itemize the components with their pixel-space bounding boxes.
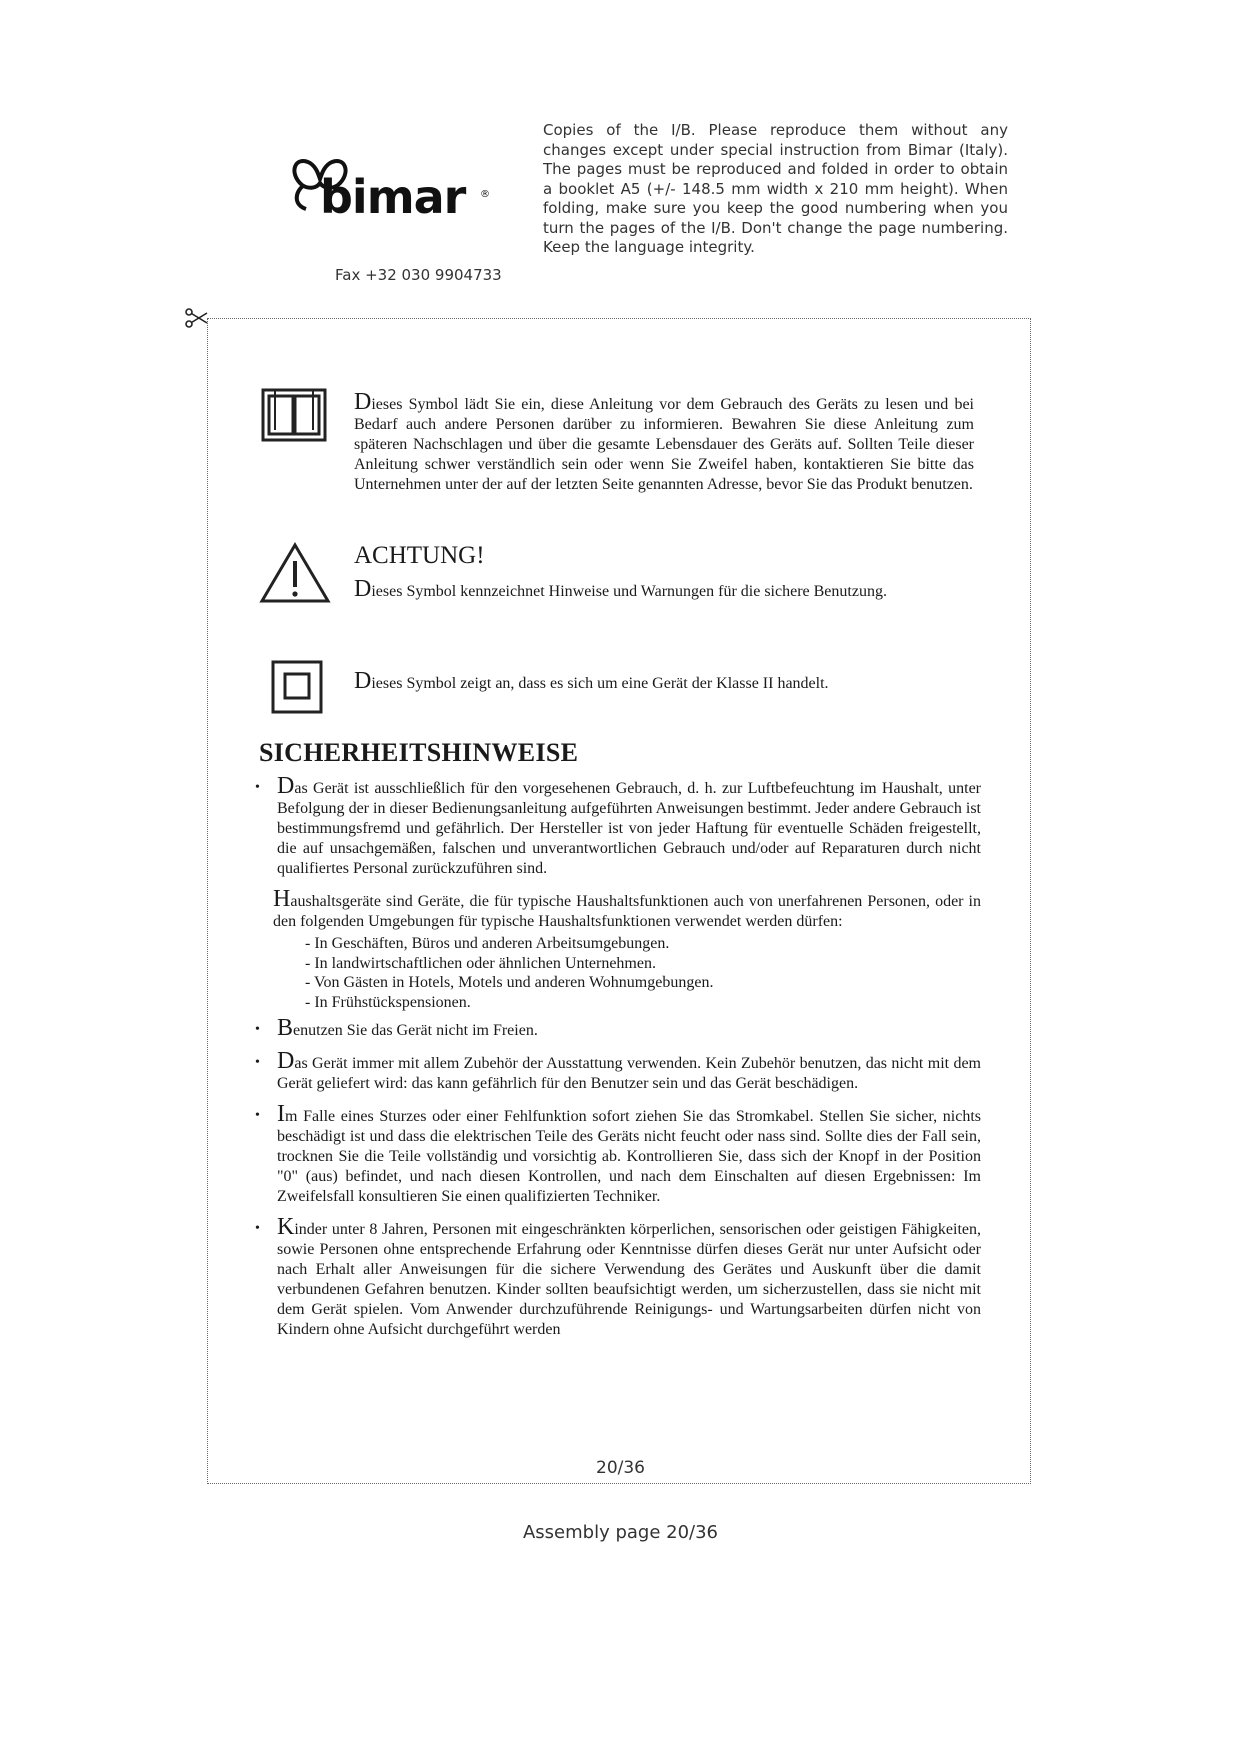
class2-symbol-text: Dieses Symbol zeigt an, dass es sich um eine Gerät der Klasse II handelt. — [354, 668, 829, 694]
manual-symbol-text: Dieses Symbol lädt Sie ein, diese Anleitung vor dem Gebrauch des Geräts zu lesen und bei Bedarf auch andere Personen darüber zu informieren. Bewahren Sie diese Anleitung zum späteren Nachschlagen und über die gesamte Lebensdauer des Geräts auf. Sollten Teile dieser Anleitung schwer verständlich sein oder wenn Sie Zweifel haben, kontaktieren Sie bitte das Unternehmen unter der auf der letzten Seite genannten Adresse, bevor Sie das Produkt benutzen. — [354, 389, 974, 493]
assembly-page-label: Assembly page 20/36 — [522, 1522, 719, 1543]
list-item: • Benutzen Sie das Gerät nicht im Freien. — [255, 1015, 538, 1041]
open-book-icon — [261, 386, 327, 442]
warning-symbol-text: Dieses Symbol kennzeichnet Hinweise und Warnungen für die sichere Benutzung. — [354, 576, 887, 602]
section-title: SICHERHEITSHINWEISE — [259, 738, 579, 767]
environment-list — [305, 934, 981, 1012]
scissors-icon — [184, 306, 208, 330]
warning-triangle-icon — [259, 541, 331, 604]
environment-item: - In landwirtschaftlichen oder ähnlichen Unternehmen. — [305, 954, 656, 972]
environment-item: - In Geschäften, Büros und anderen Arbeitsumgebungen. — [305, 935, 670, 952]
environment-item: - Von Gästen in Hotels, Motels und anderen Wohnumgebungen. — [305, 974, 714, 991]
svg-text:®: ® — [480, 189, 490, 200]
safety-list — [255, 773, 981, 1350]
bimar-logo — [290, 155, 500, 235]
list-item: • Das Gerät immer mit allem Zubehör der Ausstattung verwenden. Kein Zubehör benutzen, das nicht mit dem Gerät geliefert wird: das kann gefährlich für den Benutzer sein und das Gerät beschädigen. — [255, 1048, 981, 1092]
appliance-definition: Haushaltsgeräte sind Geräte, die für typische Haushaltsfunktionen auch von unerfahrenen Personen, oder in den folgenden Umgebungen für typische Haushaltsfunktionen verwendet werden dürfen: — [273, 886, 981, 930]
fax-number: Fax +32 030 9904733 — [335, 266, 502, 284]
list-item: • Im Falle eines Sturzes oder einer Fehlfunktion sofort ziehen Sie das Stromkabel. Stellen Sie sicher, nichts beschädigt ist und dass die elektrischen Teile des Geräts nicht feucht oder nass sind. Sollte dies der Fall sein, trocknen Sie die Teile vollständig und vorsichtig ab. Kontrollieren Sie, dass sich der Knopf in der Position "0" (aus) befindet, und nach diesen Kontrollen, und nach dem Einschalten auf diesen Ergebnissen: Im Zweifelsfall konsultieren Sie einen qualifizierten Techniker. — [255, 1101, 981, 1205]
brand-wordmark: bimar — [320, 170, 466, 224]
list-item: • Kinder unter 8 Jahren, Personen mit eingeschränkten körperlichen, sensorischen oder geistigen Fähigkeiten, sowie Personen ohne entsprechende Erfahrung oder Kenntnisse dürfen dieses Gerät nur unter Aufsicht oder nach Erhalt aller Anweisungen für die sichere Verwendung des Gerätes und Auskunft über die damit verbundenen Gefahren benutzen. Kinder sollten beaufsichtigt werden, um sicherzustellen, dass sie nicht mit dem Gerät spielen. Vom Anwender durchzuführende Reinigungs- und Wartungsarbeiten dürfen nicht von Kindern ohne Aufsicht durchgeführt werden — [255, 1214, 981, 1338]
environment-item: - In Frühstückspensionen. — [305, 993, 471, 1011]
list-item: • Das Gerät ist ausschließlich für den vorgesehenen Gebrauch, d. h. zur Luftbefeuchtung im Haushalt, unter Befolgung der in dieser Bedienungsanleitung aufgeführten Anweisungen bestimmt. Jeder andere Gebrauch ist bestimmungsfremd und gefährlich. Der Hersteller ist von jeder Haftung für eventuelle Schäden freigestellt, die auf unsachgemäßen, falschen und unverantwortlichen Gebrauch und/oder auf Reparaturen durch nicht qualifiertes Personal zurückzuführen sind. — [255, 773, 981, 877]
warning-heading: ACHTUNG! — [354, 542, 485, 569]
double-square-icon — [271, 660, 323, 714]
copies-instruction: Copies of the I/B. Please reproduce them without any changes except under special instruction from Bimar (Italy). The pages must be reproduced and folded in order to obtain a booklet A5 (+/- 148.5 mm width x 210 mm height). When folding, make sure you keep the good numbering when you turn the pages of the I/B. Don't change the page numbering. Keep the language integrity. — [543, 121, 1008, 256]
page-number: 20/36 — [596, 1458, 645, 1478]
